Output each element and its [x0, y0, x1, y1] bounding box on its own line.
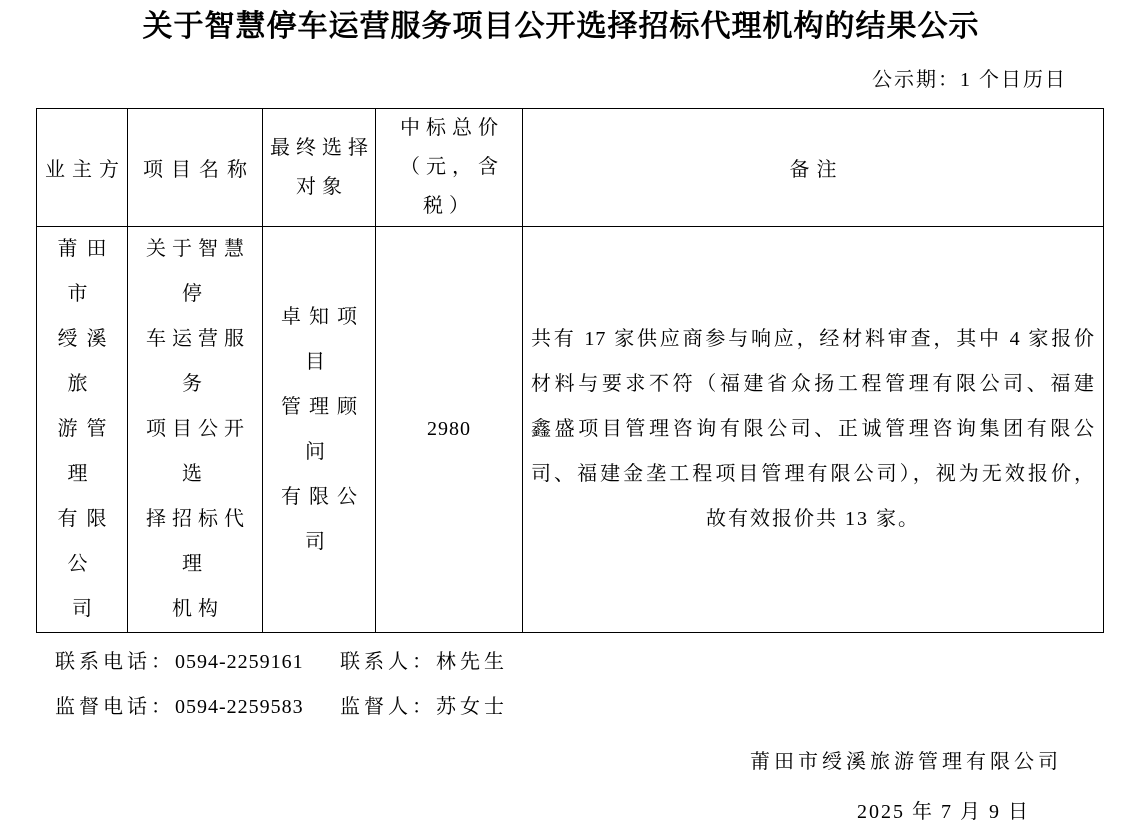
contact-person-label: 联系人： — [340, 651, 436, 673]
supervisor-name: 苏女士 — [436, 696, 508, 718]
supervise-line — [55, 685, 1122, 730]
cell-final-selected: 卓知项目 管理顾问 有限公司 — [263, 227, 376, 633]
header-final-selected: 最终选择 对象 — [263, 109, 376, 227]
header-project-name: 项目名称 — [128, 109, 263, 227]
supervise-phone — [55, 685, 340, 730]
header-bid-total-price: 中标总价 （元，含税） — [376, 109, 523, 227]
result-table — [36, 108, 1104, 633]
header-remark: 备注 — [523, 109, 1104, 227]
contact-person-name: 林先生 — [436, 651, 508, 673]
contact-line — [55, 640, 1122, 685]
issuer-company: 莆田市绶溪旅游管理有限公司 — [750, 751, 1062, 773]
issue-date: 2025 年 7 月 9 日 — [857, 801, 1030, 823]
table-header-row — [37, 109, 1104, 227]
supervisor — [340, 685, 508, 730]
table-row — [37, 227, 1104, 633]
supervisor-label: 监督人： — [340, 696, 436, 718]
contact-phone-label: 联系电话： — [55, 651, 175, 673]
cell-remark: 共有 17 家供应商参与响应，经材料审查，其中 4 家报价 材料与要求不符（福建省众扬工程管理有限公司、福建 鑫盛项目管理咨询有限公司、正诚管理咨询集团有限公 司、福建金垄工程项目管理有限公司），视为无效报价， 故有效报价共 13 家。 — [523, 227, 1104, 633]
contact-phone — [55, 640, 340, 685]
cell-bid-total-price: 2980 — [376, 227, 523, 633]
cell-owner: 莆田市 绶溪旅 游管理 有限公 司 — [37, 227, 128, 633]
supervise-phone-number: 0594-2259583 — [175, 696, 304, 718]
page-title: 关于智慧停车运营服务项目公开选择招标代理机构的结果公示 — [142, 10, 980, 43]
header-owner: 业主方 — [37, 109, 128, 227]
cell-project-name: 关于智慧停 车运营服务 项目公开选 择招标代理 机构 — [128, 227, 263, 633]
contact-person — [340, 640, 508, 685]
contact-phone-number: 0594-2259161 — [175, 651, 304, 673]
supervise-phone-label: 监督电话： — [55, 696, 175, 718]
publicity-period: 公示期：1 个日历日 — [872, 69, 1067, 91]
